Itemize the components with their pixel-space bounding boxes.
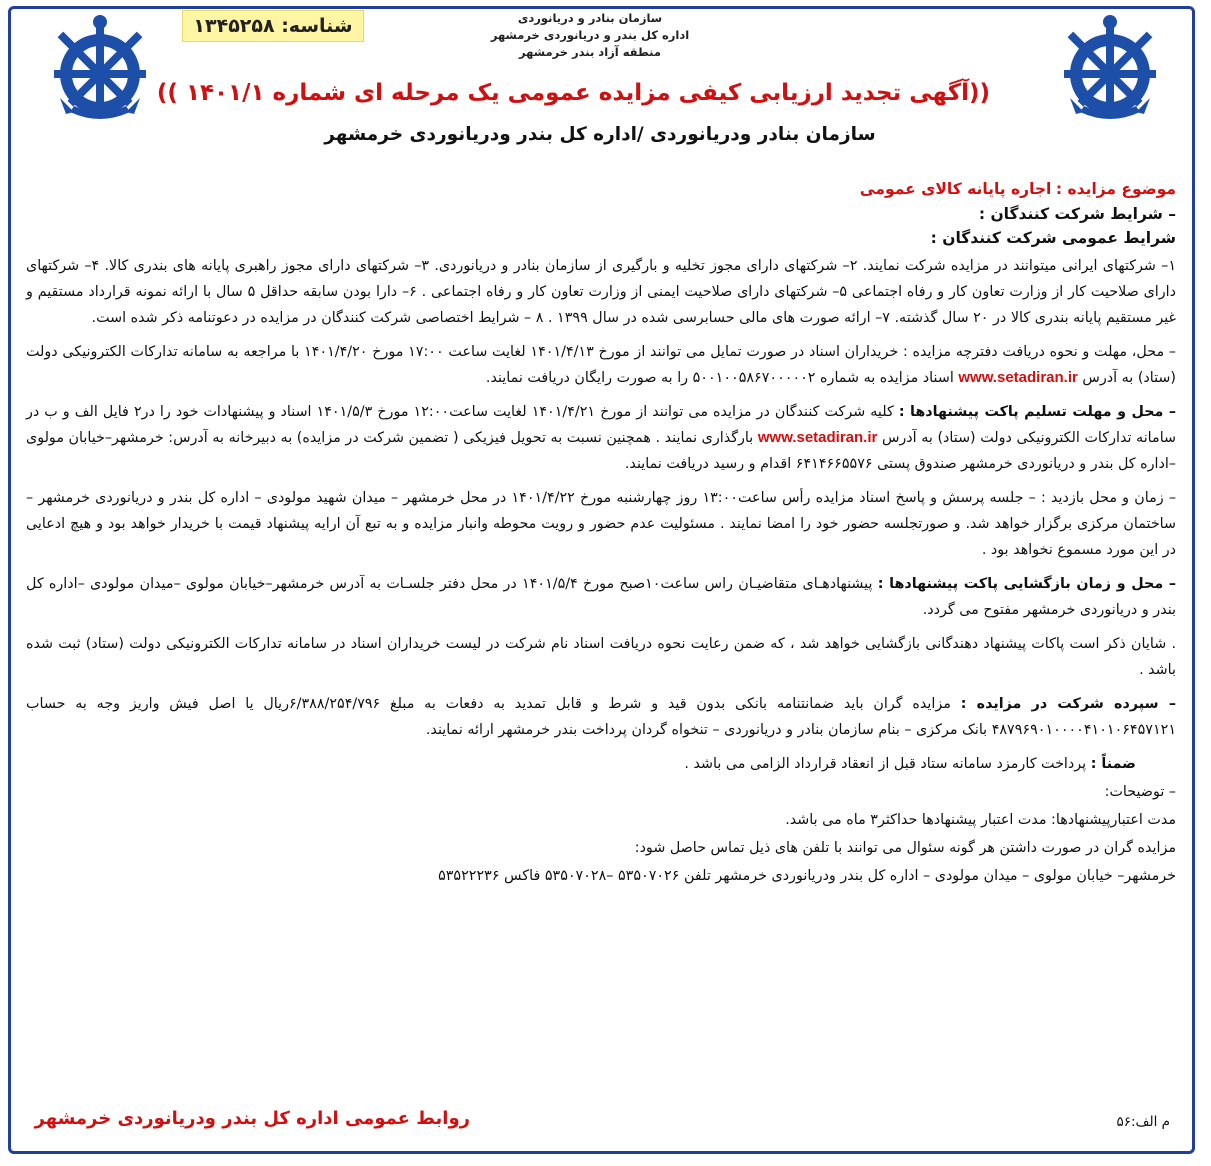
org-line: سازمان بنادر و دریانوردی bbox=[517, 11, 663, 25]
explanations-heading: – توضیحات: bbox=[1104, 784, 1176, 800]
setadiran-link[interactable]: www.setadiran.ir bbox=[958, 369, 1078, 386]
org-line: اداره کل بندر و دریانوردی خرمشهر bbox=[490, 28, 690, 42]
participants-heading: – شرایط شرکت کنندگان : bbox=[978, 205, 1176, 223]
opening-paragraph bbox=[26, 571, 1176, 623]
general-conditions-heading: شرایط عمومی شرکت کنندگان : bbox=[930, 229, 1176, 247]
org-line: منطقه آزاد بندر خرمشهر bbox=[519, 45, 661, 59]
documents-paragraph bbox=[26, 339, 1176, 391]
organization-header bbox=[420, 10, 760, 61]
visit-paragraph: – زمان و محل بازدید : – جلسه پرسش و پاسخ اسناد مزایده رأس ساعت۱۳:۰۰ روز چهارشنبه مورخ ۱۴۰۱/۴/۲۲ در محل خرمشهر – میدان شهید مولودی – اداره کل بندر و دریانوردی خرمشهر – ساختمان مرکزی برگزار خواهد شد. و صورتجلسه حضور خود را امضا نمایند . مسئولیت عدم حضور و رویت محوطه وانبار مزایده و به تبع آن ارایه پیشنهاد قیمت با خریدار خواهد بود و هیچ ادعایی در این مورد مسموع نخواهد بود . bbox=[26, 490, 1177, 558]
announcement-title: ((آگهی تجدید ارزیابی کیفی مزایده عمومی یک مرحله ای شماره ۱۴۰۱/۱ )) bbox=[156, 80, 990, 106]
subject-label: موضوع مزایده : bbox=[1055, 180, 1176, 198]
validity-line: مدت اعتبارپیشنهادها: مدت اعتبار پیشنهادها حداکثر۳ ماه می باشد. bbox=[785, 812, 1176, 828]
contact-intro: مزایده گران در صورت داشتن هر گونه سئوال می توانند با تلفن های ذیل تماس حاصل شود: bbox=[634, 840, 1176, 856]
general-conditions-text: ۱– شرکتهای ایرانی میتوانند در مزایده شرکت نمایند. ۲– شرکتهای دارای مجوز تخلیه و بارگیری از سازمان بنادر و دریانوردی. ۳– شرکتهای دارای مجوز راهبری پایانه های بندری کالا. ۴– شرکتهای دارای صلاحیت کار از وزارت تعاون کار و رفاه اجتماعی ۵– شرکتهای دارای صلاحیت ایمنی از وزارت تعاون کار و رفاه اجتماعی . ۶– دارا بودن سابقه حداقل ۵ سال با ارائه نمونه قرارداد مستقیم و غیر مستقیم پایانه بندری کالا در ۲۰ سال گذشته. ۷– ارائه صورت های مالی حسابرسی شده در سال ۱۳۹۹ . ۸ – شرایط اختصاصی شرکت کنندگان در مزایده در دعوتنامه ذکر شده است. bbox=[26, 258, 1176, 326]
ports-organization-logo-right-icon bbox=[1050, 14, 1170, 124]
submission-text-1: کلیه شرکت کنندگان در مزایده می توانند از مورخ ۱۴۰۱/۴/۲۱ لغایت ساعت۱۲:۰۰ مورخ ۱۴۰۱/۵/۳ اسناد و پیشنهادات خود را در۲ فایل الف و ب در سامانه تدارکات الکترونیکی دولت (ستاد) به آدرس bbox=[26, 404, 1177, 446]
documents-text-1: – محل، مهلت و نحوه دریافت دفترچه مزایده : خریداران اسناد در صورت تمایل می توانند از مورخ ۱۴۰۱/۴/۱۳ لغایت ساعت ۱۷:۰۰ مورخ ۱۴۰۱/۴/۲۰ با مراجعه به سامانه تدارکات الکترونیکی دولت (ستاد) به آدرس bbox=[26, 344, 1176, 386]
identifier-badge: شناسه: ۱۳۴۵۲۵۸ bbox=[182, 10, 364, 42]
opening-text: پیشنهادهـای متقاضیـان راس ساعت۱۰صبح مورخ ۱۴۰۱/۵/۴ در محل دفتر جلسـات به آدرس خرمشهر–خیابان مولوی –میدان مولودی –اداره کل بندر و دریانوردی خرمشهر مفتوح می گردد. bbox=[26, 576, 1176, 618]
announcement-subtitle: سازمان بنادر ودریانوردی /اداره کل بندر ودریانوردی خرمشهر bbox=[324, 124, 876, 145]
reference-code: م الف:۵۶ bbox=[1116, 1114, 1170, 1130]
contact-line: خرمشهر– خیابان مولوی – میدان مولودی – اداره کل بندر ودریانوردی خرمشهر تلفن ۵۳۵۰۷۰۲۶ –۵۳۵۰۷۰۲۸ فاکس ۵۳۵۲۲۲۳۶ bbox=[438, 868, 1176, 884]
public-relations-signature: روابط عمومی اداره کل بندر ودریانوردی خرمشهر bbox=[34, 1108, 470, 1129]
subject-line bbox=[26, 176, 1176, 203]
note-paragraph: . شایان ذکر است پاکات پیشنهاد دهندگانی بازگشایی خواهد شد ، که ضمن رعایت نحوه دریافت اسناد نام شرکت در لیست خریداران اسناد در سامانه تدارکات الکترونیکی دولت (ستاد) ثبت شده باشد . bbox=[26, 636, 1176, 678]
subject-text: اجاره پایانه کالای عمومی bbox=[859, 180, 1052, 198]
also-label: ضمناً : bbox=[1090, 756, 1136, 772]
ports-organization-logo-left-icon bbox=[40, 14, 160, 124]
announcement-body bbox=[26, 176, 1176, 891]
opening-label: – محل و زمان بازگشایی پاکت پیشنهادها : bbox=[877, 576, 1177, 592]
setadiran-link[interactable]: www.setadiran.ir bbox=[757, 429, 878, 446]
documents-text-2: اسناد مزایده به شماره ۵۰۰۱۰۰۵۸۶۷۰۰۰۰۰۲ را به صورت رایگان دریافت نمایند. bbox=[485, 370, 954, 386]
deposit-text: مزایده گران باید ضمانتنامه بانکی بدون قید و شرط و قابل تمدید به دفعات به مبلغ ۶/۳۸۸/۲۵۴/۷۹۶ریال یا اصل فیش واریز وجه به حساب ۴۸۷۹‬‬۶۹۰۱۰۰۰۰۴۱۰۱۰۶۴۵۷۱۲۱ بانک مرکزی – بنام سازمان بنادر و دریانوردی – تنخواه گردان پرداخت بندر خرمشهر ارائه نمایند. bbox=[26, 696, 1176, 738]
deposit-paragraph bbox=[26, 691, 1176, 743]
submission-label: – محل و مهلت تسلیم پاکت پیشنهادها : bbox=[898, 404, 1177, 420]
submission-paragraph bbox=[26, 399, 1176, 477]
also-paragraph bbox=[26, 751, 1176, 777]
also-text: پرداخت کارمزد سامانه ستاد قبل از انعقاد قرارداد الزامی می باشد . bbox=[684, 756, 1087, 772]
deposit-label: – سپرده شرکت در مزایده : bbox=[960, 696, 1176, 712]
submission-text-2: بارگذاری نمایند . همچنین نسبت به تحویل فیزیکی ( تضمین شرکت در مزایده) به دبیرخانه به آدرس: خرمشهر–خیابان مولوی –اداره کل بندر و دریانوردی خرمشهر صندوق پستی ۶۴۱۴۶۶۵۵۷۶ اقدام و رسید دریافت نمایند. bbox=[26, 430, 1176, 472]
